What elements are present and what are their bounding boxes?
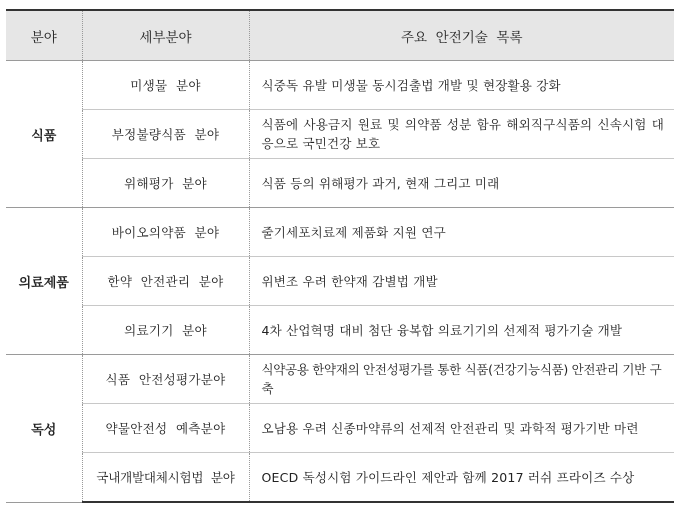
table-row xyxy=(6,61,674,110)
subcategory-cell: 부정불량식품 분야 xyxy=(82,110,249,159)
table-row xyxy=(6,208,674,257)
table-row xyxy=(6,453,674,503)
tech-item-cell: 줄기세포치료제 제품화 지원 연구 xyxy=(249,208,674,257)
subcategory-cell: 미생물 분야 xyxy=(82,61,249,110)
table-row xyxy=(6,159,674,208)
tech-item-cell: 위변조 우려 한약재 감별법 개발 xyxy=(249,257,674,306)
table-row xyxy=(6,110,674,159)
table-row xyxy=(6,404,674,453)
category-medical-products: 의료제품 xyxy=(6,208,82,355)
category-food: 식품 xyxy=(6,61,82,208)
tech-item-cell: 식약공용 한약재의 안전성평가를 통한 식품(건강기능식품) 안전관리 기반 구축 xyxy=(249,355,674,404)
tech-item-cell: OECD 독성시험 가이드라인 제안과 함께 2017 러쉬 프라이즈 수상 xyxy=(249,453,674,503)
table-row xyxy=(6,306,674,355)
subcategory-cell: 약물안전성 예측분야 xyxy=(82,404,249,453)
category-toxicity: 독성 xyxy=(6,355,82,503)
tech-item-cell: 식중독 유발 미생물 동시검출법 개발 및 현장활용 강화 xyxy=(249,61,674,110)
safety-tech-table xyxy=(6,9,674,503)
subcategory-cell: 한약 안전관리 분야 xyxy=(82,257,249,306)
header-category: 분야 xyxy=(6,10,82,61)
subcategory-cell: 바이오의약품 분야 xyxy=(82,208,249,257)
subcategory-cell: 위해평가 분야 xyxy=(82,159,249,208)
header-subcategory: 세부분야 xyxy=(82,10,249,61)
tech-item-cell: 오남용 우려 신종마약류의 선제적 안전관리 및 과학적 평가기반 마련 xyxy=(249,404,674,453)
table-row xyxy=(6,355,674,404)
tech-item-cell: 4차 산업혁명 대비 첨단 융복합 의료기기의 선제적 평가기술 개발 xyxy=(249,306,674,355)
subcategory-cell: 국내개발대체시험법 분야 xyxy=(82,453,249,503)
subcategory-cell: 식품 안전성평가분야 xyxy=(82,355,249,404)
table-row xyxy=(6,257,674,306)
subcategory-cell: 의료기기 분야 xyxy=(82,306,249,355)
tech-item-cell: 식품에 사용금지 원료 및 의약품 성분 함유 해외직구식품의 신속시험 대응으로 국민건강 보호 xyxy=(249,110,674,159)
tech-item-cell: 식품 등의 위해평가 과거, 현재 그리고 미래 xyxy=(249,159,674,208)
header-tech-list: 주요 안전기술 목록 xyxy=(249,10,674,61)
header-row xyxy=(6,10,674,61)
